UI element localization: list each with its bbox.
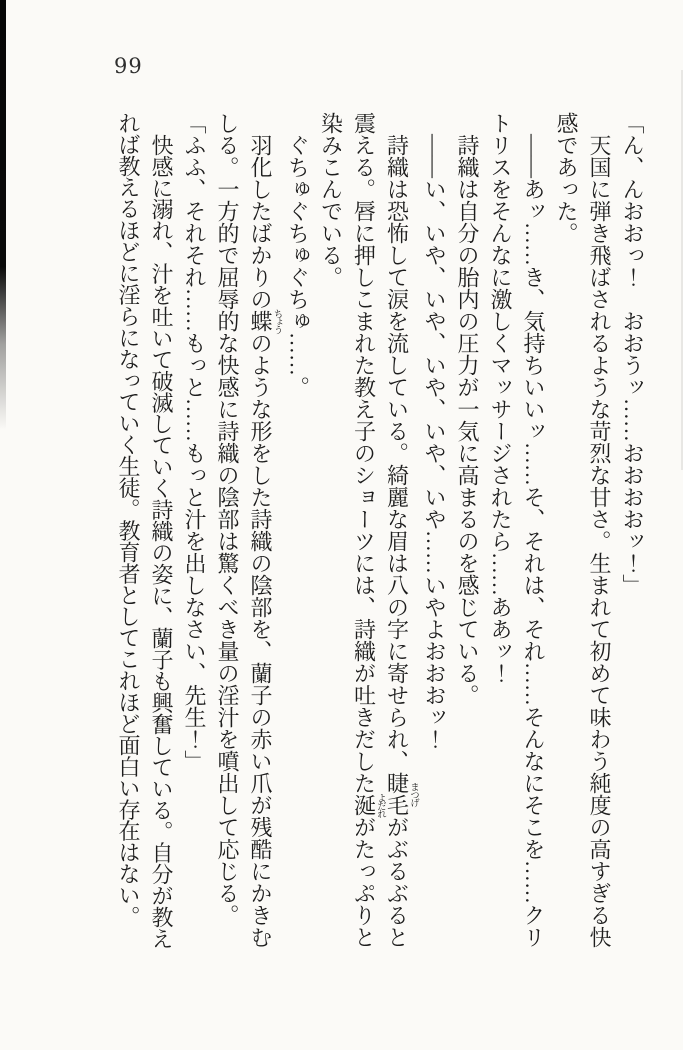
furigana: 涎よだれ: [351, 793, 385, 817]
paragraph: 天国に弾き飛ばされるような苛烈な甘さ。生まれて初めて味わう純度の高すぎる快感であった。: [554, 112, 612, 948]
paragraph: ――い、いや、いや、いや、いや、いや……いやよおおおッ！: [422, 134, 447, 750]
paragraph: ぐちゅぐちゅぐちゅ……。: [285, 134, 311, 398]
paragraph: 詩織は自分の胎内の圧力が一気に高まるのを感じている。: [455, 134, 480, 706]
page-gutter-shadow: [0, 0, 6, 430]
paragraph: 「ふふ、それそれ……もっと……もっと汁を出しなさい、先生！」: [182, 112, 207, 772]
furigana: 睫毛まつげ: [384, 772, 418, 816]
paragraph: ――あッ……き、気持ちいいッ……そ、それは、それ……そんなにそこを……クリトリスをそんなに激しくマッサージされたら……ああッ！: [488, 112, 546, 948]
page-number: 99: [114, 54, 143, 78]
text-block: [112, 112, 649, 952]
furigana: 蝶ちょう: [248, 309, 282, 333]
paragraph: 「ん、んおおっ！ おおうッ……おおおおッ！」: [620, 112, 645, 596]
paragraph: 詩織は恐怖して涙を流している。綺麗な眉は八の字に寄せられ、睫毛まつげがぶるぶると震える。唇に押しこまれた教え子のショーツには、詩織が吐きだした涎よだれがたっぷりと染みこんでいる。: [318, 112, 418, 948]
paragraph: 羽化したばかりの蝶ちょうのような形をした詩織の陰部を、蘭子の赤い爪が残酷にかきむしる。一方的で屈辱的な快感に詩織の陰部は驚くべき量の淫汁を噴出して応じる。: [215, 112, 282, 948]
paragraph: 快感に溺れ、汁を吐いて破滅していく詩織の姿に、蘭子も興奮している。自分が教えれば教えるほどに淫らになっていく生徒。教育者としてこれほど面白い存在はない。: [116, 112, 174, 950]
